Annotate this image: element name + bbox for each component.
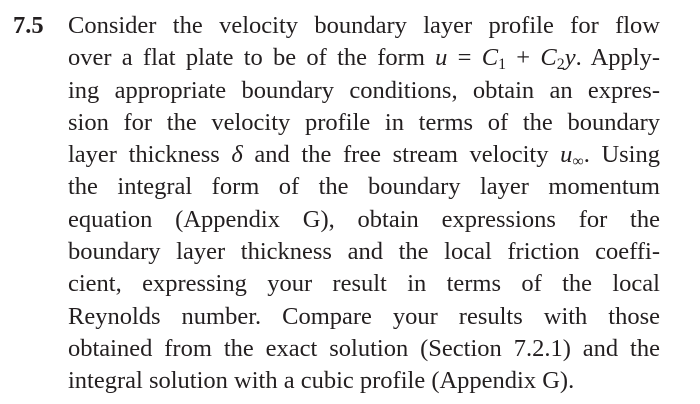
math-subscript: ∞ — [572, 153, 584, 171]
math-symbol: u — [560, 141, 573, 169]
problem-statement — [68, 10, 660, 398]
text-run: ing appropriate boundary conditions, obtain an expres- — [68, 76, 660, 104]
text-run: = — [447, 44, 482, 72]
text-run: over a flat plate to be of the form — [68, 44, 436, 72]
math-subscript: 1 — [498, 56, 507, 74]
statement-line — [68, 365, 660, 397]
statement-line — [68, 268, 660, 300]
text-run: obtained from the exact solution (Section 7.2.1) and the — [68, 334, 660, 362]
statement-line — [68, 204, 660, 236]
text-run: integral solution with a cubic profile (Appendix G). — [68, 367, 575, 395]
statement-line — [68, 171, 660, 203]
statement-line — [68, 10, 660, 42]
text-run: layer thickness — [68, 141, 232, 169]
math-symbol: u — [435, 44, 448, 72]
problem-number: 7.5 — [13, 12, 44, 39]
math-symbol: δ — [231, 141, 243, 169]
text-run: and the free stream velocity — [242, 141, 561, 169]
statement-line — [68, 139, 660, 171]
text-run: Reynolds number. Compare your results with those — [68, 302, 660, 330]
math-subscript: 2 — [556, 56, 565, 74]
statement-line — [68, 42, 660, 74]
text-run: sion for the velocity profile in terms of the boundary — [68, 108, 660, 136]
text-run: boundary layer thickness and the local friction coeffi- — [68, 238, 660, 266]
math-symbol: y — [564, 44, 576, 72]
math-symbol: C — [481, 44, 499, 72]
text-run: . Apply- — [575, 44, 661, 72]
text-run: equation (Appendix G), obtain expressions for the — [68, 205, 660, 233]
statement-line — [68, 301, 660, 333]
text-run: + — [506, 44, 541, 72]
text-run: cient, expressing your result in terms of the local — [68, 270, 660, 298]
statement-line — [68, 236, 660, 268]
text-run: . Using — [583, 141, 660, 169]
statement-line — [68, 107, 660, 139]
statement-line — [68, 75, 660, 107]
math-symbol: C — [540, 44, 557, 72]
text-run: Consider the velocity boundary layer profile for flow — [68, 12, 660, 39]
statement-line — [68, 333, 660, 365]
text-run: the integral form of the boundary layer momentum — [68, 173, 660, 201]
